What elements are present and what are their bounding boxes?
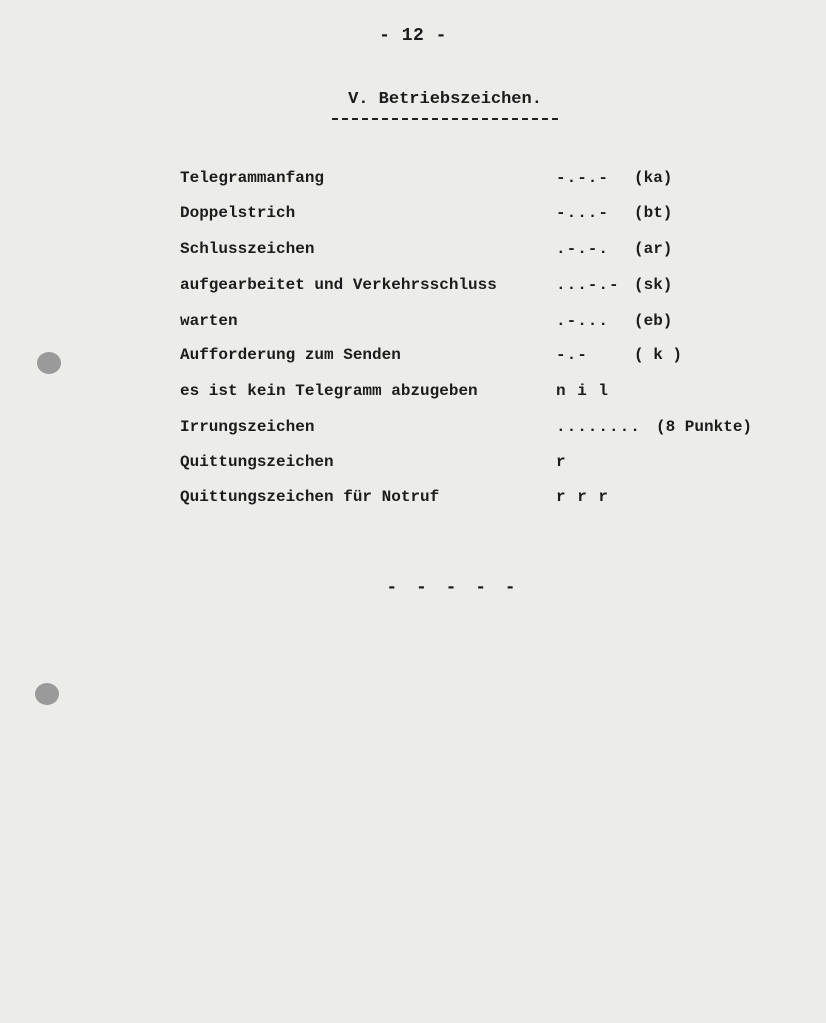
signal-row — [0, 240, 826, 264]
signal-label: Telegrammanfang — [180, 169, 325, 187]
signal-code: .-.-. — [556, 240, 610, 258]
signal-row — [0, 346, 826, 370]
signal-abbreviation: (bt) — [634, 204, 673, 222]
signal-row — [0, 488, 826, 512]
signal-label: aufgearbeitet und Verkehrsschluss — [180, 276, 497, 294]
signal-label: Quittungszeichen für Notruf — [180, 488, 440, 506]
signal-code: -...- — [556, 204, 610, 222]
page-number: - 12 - — [379, 26, 447, 46]
signal-row — [0, 382, 826, 406]
signal-code: .-... — [556, 312, 610, 330]
signal-label: Doppelstrich — [180, 204, 296, 222]
signal-code: n i l — [556, 382, 610, 400]
punch-hole-bottom — [35, 683, 59, 705]
signal-abbreviation: (ar) — [634, 240, 673, 258]
title-underline — [332, 118, 558, 120]
signal-code: ........ — [556, 418, 641, 436]
signal-code: -.-.- — [556, 169, 610, 187]
end-marker: - - - - - — [386, 578, 520, 598]
signal-code: ...-.- — [556, 276, 620, 294]
signal-abbreviation: (sk) — [634, 276, 673, 294]
signal-label: warten — [180, 312, 238, 330]
signal-row — [0, 276, 826, 300]
signal-code: r — [556, 453, 567, 471]
signal-row — [0, 312, 826, 336]
signal-abbreviation: ( k ) — [634, 346, 683, 364]
signal-row — [0, 453, 826, 477]
signal-label: es ist kein Telegramm abzugeben — [180, 382, 478, 400]
signal-row — [0, 204, 826, 228]
signal-row — [0, 418, 826, 442]
punch-hole-top — [37, 352, 61, 374]
signal-abbreviation: (ka) — [634, 169, 673, 187]
signal-code: -.- — [556, 346, 588, 364]
signal-code: r r r — [556, 488, 610, 506]
signal-abbreviation: (eb) — [634, 312, 673, 330]
signal-label: Schlusszeichen — [180, 240, 315, 258]
signal-label: Aufforderung zum Senden — [180, 346, 401, 364]
signal-row — [0, 169, 826, 193]
signal-abbreviation: (8 Punkte) — [656, 418, 753, 436]
section-title: V. Betriebszeichen. — [348, 90, 542, 109]
signal-label: Quittungszeichen — [180, 453, 334, 471]
signal-label: Irrungszeichen — [180, 418, 315, 436]
